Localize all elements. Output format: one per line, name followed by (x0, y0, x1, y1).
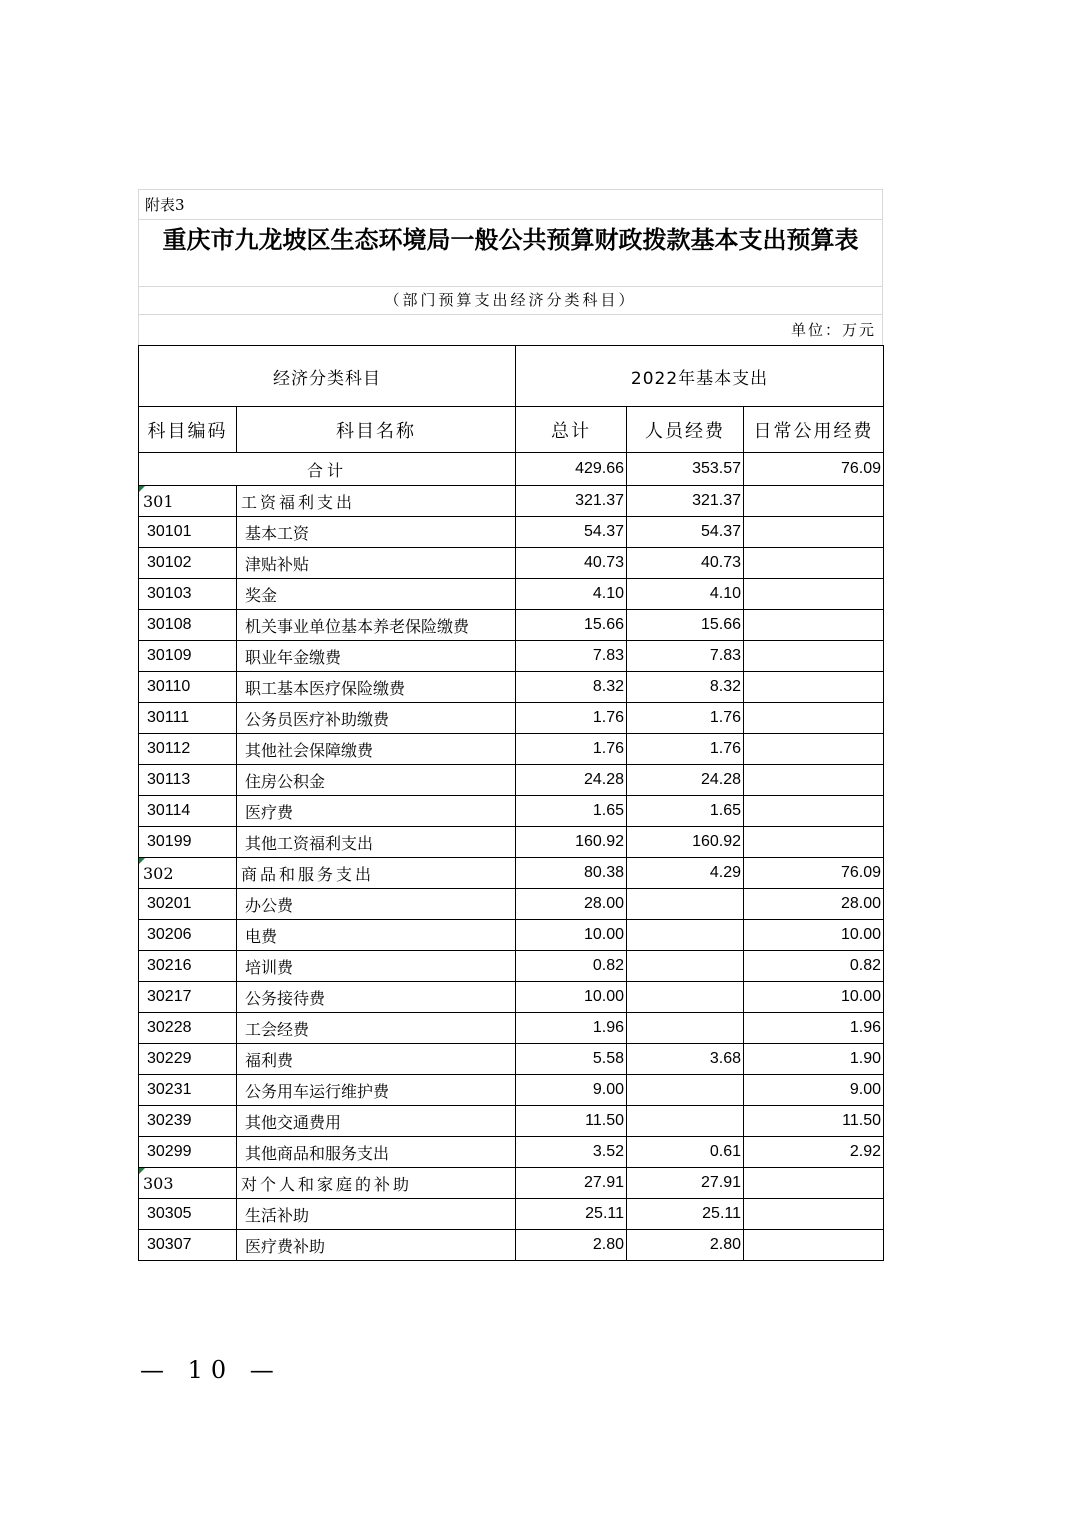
row-total: 1.76 (516, 703, 627, 734)
row-name: 对个人和家庭的补助 (237, 1168, 516, 1199)
row-total: 1.65 (516, 796, 627, 827)
row-code: 30201 (139, 889, 237, 920)
row-name: 生活补助 (237, 1199, 516, 1230)
row-total: 10.00 (516, 982, 627, 1013)
row-code: 30102 (139, 548, 237, 579)
header-total: 总计 (516, 407, 627, 453)
row-name: 职工基本医疗保险缴费 (237, 672, 516, 703)
table-row (139, 920, 884, 951)
row-name: 其他工资福利支出 (237, 827, 516, 858)
row-total: 28.00 (516, 889, 627, 920)
row-code: 30113 (139, 765, 237, 796)
row-public: 76.09 (744, 858, 884, 889)
row-public (744, 579, 884, 610)
row-total: 160.92 (516, 827, 627, 858)
row-personnel (627, 1106, 744, 1137)
table-row (139, 982, 884, 1013)
total-personnel: 353.57 (627, 453, 744, 486)
row-personnel: 1.65 (627, 796, 744, 827)
header-category: 经济分类科目 (139, 346, 516, 407)
budget-table (138, 345, 884, 1261)
table-row (139, 1199, 884, 1230)
row-code: 30307 (139, 1230, 237, 1261)
row-code: 30299 (139, 1137, 237, 1168)
row-code: 30229 (139, 1044, 237, 1075)
row-total: 321.37 (516, 486, 627, 517)
row-personnel (627, 920, 744, 951)
row-personnel: 321.37 (627, 486, 744, 517)
row-code: 302 (139, 858, 237, 889)
header-name: 科目名称 (237, 407, 516, 453)
row-personnel: 8.32 (627, 672, 744, 703)
row-personnel: 3.68 (627, 1044, 744, 1075)
row-personnel: 40.73 (627, 548, 744, 579)
table-row (139, 517, 884, 548)
row-public (744, 734, 884, 765)
row-name: 工会经费 (237, 1013, 516, 1044)
row-public (744, 486, 884, 517)
row-personnel: 4.10 (627, 579, 744, 610)
row-public (744, 827, 884, 858)
row-total: 7.83 (516, 641, 627, 672)
budget-sheet (138, 189, 883, 1261)
row-total: 2.80 (516, 1230, 627, 1261)
row-public: 10.00 (744, 982, 884, 1013)
row-public (744, 703, 884, 734)
row-personnel: 1.76 (627, 734, 744, 765)
row-total: 10.00 (516, 920, 627, 951)
total-total: 429.66 (516, 453, 627, 486)
row-personnel: 160.92 (627, 827, 744, 858)
row-public (744, 796, 884, 827)
table-row (139, 1013, 884, 1044)
row-name: 商品和服务支出 (237, 858, 516, 889)
row-name: 电费 (237, 920, 516, 951)
row-code: 30103 (139, 579, 237, 610)
row-name: 医疗费 (237, 796, 516, 827)
row-code: 30199 (139, 827, 237, 858)
row-total: 3.52 (516, 1137, 627, 1168)
row-personnel: 54.37 (627, 517, 744, 548)
row-public: 2.92 (744, 1137, 884, 1168)
row-personnel: 15.66 (627, 610, 744, 641)
row-public (744, 1230, 884, 1261)
row-name: 公务接待费 (237, 982, 516, 1013)
table-row (139, 579, 884, 610)
row-code: 303 (139, 1168, 237, 1199)
row-code: 30228 (139, 1013, 237, 1044)
header-year-group: 2022年基本支出 (516, 346, 884, 407)
row-name: 住房公积金 (237, 765, 516, 796)
row-public: 9.00 (744, 1075, 884, 1106)
row-name: 津贴补贴 (237, 548, 516, 579)
row-code: 30109 (139, 641, 237, 672)
row-total: 11.50 (516, 1106, 627, 1137)
row-code: 30305 (139, 1199, 237, 1230)
row-code: 30216 (139, 951, 237, 982)
row-total: 1.76 (516, 734, 627, 765)
row-public (744, 1199, 884, 1230)
row-public (744, 610, 884, 641)
table-row (139, 1137, 884, 1168)
row-total: 40.73 (516, 548, 627, 579)
row-code: 30206 (139, 920, 237, 951)
row-total: 24.28 (516, 765, 627, 796)
row-name: 其他交通费用 (237, 1106, 516, 1137)
row-personnel: 1.76 (627, 703, 744, 734)
row-public: 1.90 (744, 1044, 884, 1075)
row-name: 职业年金缴费 (237, 641, 516, 672)
row-public: 10.00 (744, 920, 884, 951)
row-name: 基本工资 (237, 517, 516, 548)
row-total: 9.00 (516, 1075, 627, 1106)
row-code: 30239 (139, 1106, 237, 1137)
row-personnel: 4.29 (627, 858, 744, 889)
header-personnel: 人员经费 (627, 407, 744, 453)
row-public: 28.00 (744, 889, 884, 920)
row-public (744, 672, 884, 703)
row-personnel (627, 951, 744, 982)
page-title: 重庆市九龙坡区生态环境局一般公共预算财政拨款基本支出预算表 (138, 219, 883, 286)
row-public (744, 1168, 884, 1199)
row-total: 0.82 (516, 951, 627, 982)
row-total: 4.10 (516, 579, 627, 610)
table-row (139, 1044, 884, 1075)
row-code: 30114 (139, 796, 237, 827)
table-row (139, 703, 884, 734)
row-code: 30101 (139, 517, 237, 548)
row-total: 8.32 (516, 672, 627, 703)
table-row (139, 734, 884, 765)
row-total: 25.11 (516, 1199, 627, 1230)
table-row (139, 796, 884, 827)
row-code: 30217 (139, 982, 237, 1013)
row-name: 公务用车运行维护费 (237, 1075, 516, 1106)
row-code: 30231 (139, 1075, 237, 1106)
row-code: 30112 (139, 734, 237, 765)
row-public: 11.50 (744, 1106, 884, 1137)
row-public (744, 548, 884, 579)
table-row (139, 610, 884, 641)
table-row (139, 672, 884, 703)
row-name: 福利费 (237, 1044, 516, 1075)
row-personnel: 24.28 (627, 765, 744, 796)
header-code: 科目编码 (139, 407, 237, 453)
header-row-2 (139, 407, 884, 453)
row-personnel: 7.83 (627, 641, 744, 672)
row-code: 30111 (139, 703, 237, 734)
row-code: 30110 (139, 672, 237, 703)
row-personnel (627, 1075, 744, 1106)
subtitle: （部门预算支出经济分类科目） (138, 286, 883, 314)
row-total: 27.91 (516, 1168, 627, 1199)
row-personnel: 0.61 (627, 1137, 744, 1168)
row-name: 其他商品和服务支出 (237, 1137, 516, 1168)
row-name: 机关事业单位基本养老保险缴费 (237, 610, 516, 641)
row-name: 办公费 (237, 889, 516, 920)
row-name: 奖金 (237, 579, 516, 610)
table-row (139, 858, 884, 889)
row-code: 30108 (139, 610, 237, 641)
row-personnel: 25.11 (627, 1199, 744, 1230)
row-public (744, 641, 884, 672)
row-personnel (627, 889, 744, 920)
header-row-1 (139, 346, 884, 407)
row-public (744, 517, 884, 548)
row-total: 5.58 (516, 1044, 627, 1075)
table-row (139, 951, 884, 982)
unit-label: 单位：万元 (138, 314, 883, 345)
table-row (139, 486, 884, 517)
table-row (139, 1106, 884, 1137)
total-row (139, 453, 884, 486)
table-row (139, 1075, 884, 1106)
table-row (139, 548, 884, 579)
table-row (139, 765, 884, 796)
table-row (139, 1230, 884, 1261)
row-personnel (627, 1013, 744, 1044)
row-public: 0.82 (744, 951, 884, 982)
total-label: 合计 (139, 453, 516, 486)
row-public: 1.96 (744, 1013, 884, 1044)
row-total: 54.37 (516, 517, 627, 548)
row-public (744, 765, 884, 796)
table-row (139, 641, 884, 672)
row-personnel: 27.91 (627, 1168, 744, 1199)
row-name: 公务员医疗补助缴费 (237, 703, 516, 734)
row-code: 301 (139, 486, 237, 517)
page-number: — 10 — (140, 1356, 282, 1384)
row-total: 80.38 (516, 858, 627, 889)
total-public: 76.09 (744, 453, 884, 486)
table-row (139, 889, 884, 920)
row-name: 医疗费补助 (237, 1230, 516, 1261)
row-name: 其他社会保障缴费 (237, 734, 516, 765)
table-row (139, 1168, 884, 1199)
row-total: 15.66 (516, 610, 627, 641)
row-name: 工资福利支出 (237, 486, 516, 517)
row-personnel (627, 982, 744, 1013)
row-total: 1.96 (516, 1013, 627, 1044)
table-row (139, 827, 884, 858)
row-personnel: 2.80 (627, 1230, 744, 1261)
annex-label: 附表3 (138, 189, 883, 219)
row-name: 培训费 (237, 951, 516, 982)
header-public: 日常公用经费 (744, 407, 884, 453)
